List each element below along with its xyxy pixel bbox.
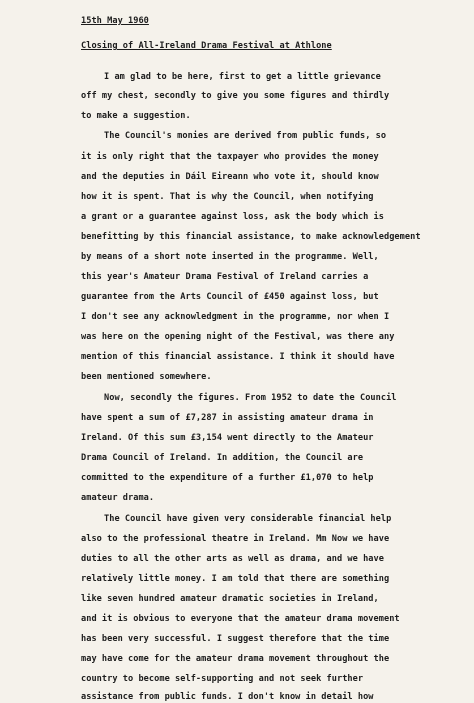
text-line: duties to all the other arts as well as drama, and we have: [81, 554, 384, 564]
text-line: committed to the expenditure of a further £1,070 to help: [81, 473, 374, 483]
text-line: a grant or a guarantee against loss, ask the body which is: [81, 212, 384, 222]
text-line: has been very successful. I suggest therefore that the time: [81, 634, 390, 644]
text-line: I don't see any acknowledgment in the programme, nor when I: [81, 312, 390, 322]
text-line: and it is obvious to everyone that the amateur drama movement: [81, 614, 400, 624]
document-date: 15th May 1960: [81, 16, 149, 26]
text-line: country to become self-supporting and not seek further: [81, 674, 364, 684]
text-line: mention of this financial assistance. I think it should have: [81, 352, 395, 362]
text-line: assistance from public funds. I don't know in detail how: [81, 692, 374, 702]
text-line: like seven hundred amateur dramatic societies in Ireland,: [81, 594, 379, 604]
text-line: I am glad to be here, first to get a little grievance: [104, 72, 381, 82]
text-line: off my chest, secondly to give you some figures and thirdly: [81, 91, 390, 101]
text-line: was here on the opening night of the Festival, was there any: [81, 332, 395, 342]
text-line: The Council have given very considerable financial help: [104, 514, 392, 524]
text-line: been mentioned somewhere.: [81, 372, 212, 382]
text-line: The Council's monies are derived from public funds, so: [104, 131, 387, 141]
text-line: it is only right that the taxpayer who provides the money: [81, 152, 379, 162]
text-line: how it is spent. That is why the Council, when notifying: [81, 192, 374, 202]
text-line: Ireland. Of this sum £3,154 went directly to the Amateur: [81, 433, 374, 443]
text-line: Now, secondly the figures. From 1952 to date the Council: [104, 393, 397, 403]
text-line: guarantee from the Arts Council of £450 against loss, but: [81, 292, 379, 302]
text-line: Drama Council of Ireland. In addition, the Council are: [81, 453, 364, 463]
text-line: amateur drama.: [81, 493, 155, 503]
text-line: relatively little money. I am told that there are something: [81, 574, 390, 584]
text-line: and the deputies in Dáil Eireann who vote it, should know: [81, 172, 379, 182]
text-line: this year's Amateur Drama Festival of Ireland carries a: [81, 272, 369, 282]
text-line: benefitting by this financial assistance, to make acknowledgement: [81, 232, 421, 242]
text-line: also to the professional theatre in Ireland. Mm Now we have: [81, 534, 390, 544]
text-line: by means of a short note inserted in the programme. Well,: [81, 252, 379, 262]
document-heading: Closing of All-Ireland Drama Festival at Athlone: [81, 41, 332, 51]
text-line: to make a suggestion.: [81, 111, 191, 121]
text-line: may have come for the amateur drama movement throughout the: [81, 654, 390, 664]
text-line: have spent a sum of £7,287 in assisting amateur drama in: [81, 413, 374, 423]
